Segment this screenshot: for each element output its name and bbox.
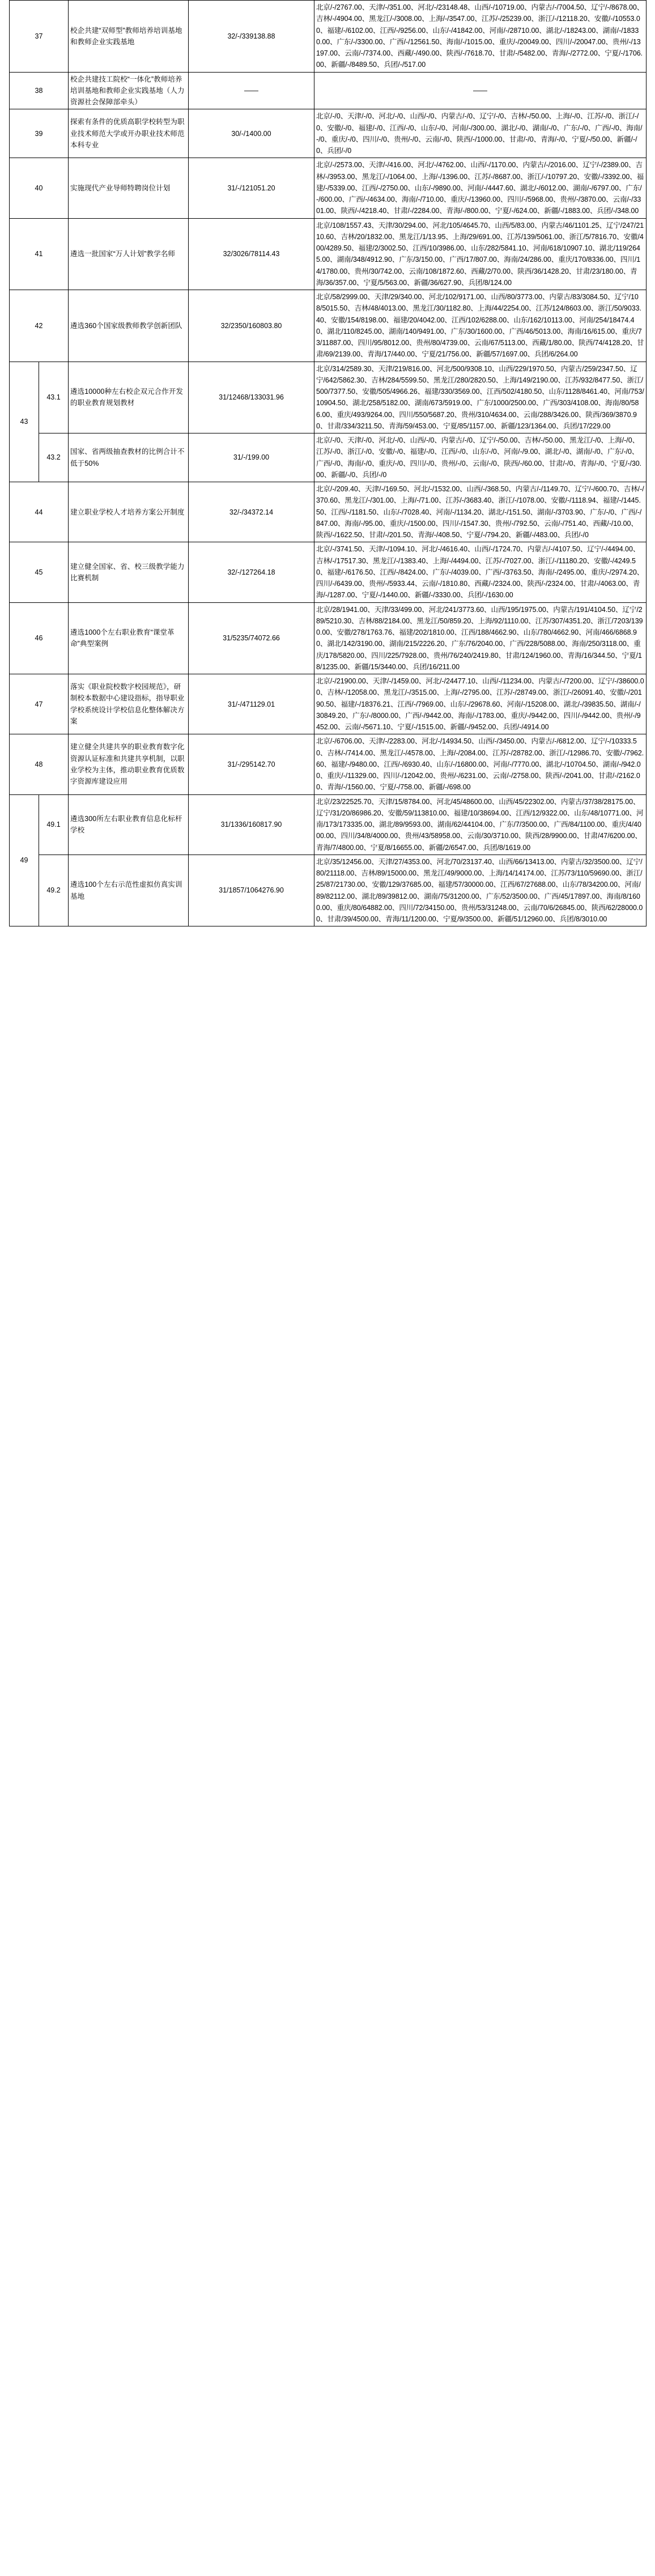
table-row (10, 542, 647, 602)
table-sheet (0, 0, 655, 931)
aggregate-value-cell: 31/1857/1064276.90 (189, 855, 314, 926)
row-subnumber-cell: 49.2 (39, 855, 69, 926)
province-detail-cell: 北京/-/2767.00、天津/-/351.00、河北/-/23148.48、山西/-/10719.00、内蒙古/-/7004.50、辽宁/-/8678.00、吉林/-/4904.00、黑龙江/-/3008.00、上海/-/3547.00、江苏/-/25239.00、浙江/-/12118.20、安徽/-/10553.00、福建/-/6102.00、江西/-/9256.00、山东/-/41842.00、河南/-/28710.00、湖北/-/18243.00、湖南/-/18330.00、广东/-/3300.00、广西/-/12561.50、海南/-/1015.00、重庆/-/20049.00、四川/-/20047.00、贵州/-/13197.00、云南/-/7374.00、西藏/-/490.00、陕西/-/7618.70、甘肃/-/5482.00、青海/-/2772.00、宁夏/-/1706.00、新疆/-/8489.50、兵团/-/517.00 (314, 1, 647, 73)
aggregate-value-cell: 32/3026/78114.43 (189, 218, 314, 290)
row-number-cell: 46 (10, 602, 69, 674)
task-name-cell: 探索有条件的优质高职学校转型为职业技术师范大学或开办职业技术师范本科专业 (69, 109, 189, 158)
province-detail-cell: 北京/35/12456.00、天津/27/4353.00、河北/70/23137.40、山西/66/13413.00、内蒙古/32/3500.00、辽宁/80/21118.00、吉林/89/15000.00、黑龙江/49/9000.00、上海/14/14174.00、江苏/73/110/59690.00、浙江/25/87/21730.00、安徽/129/37685.00、福建/57/30000.00、江西/67/27688.00、山东/78/34200.00、河南/89/82112.00、湖北/89/39812.00、湖南/75/31200.00、广东/52/3500.00、广西/45/17897.00、海南/8/1600.00、重庆/80/64882.00、四川/72/34150.00、贵州/53/31248.00、云南/70/6/26845.00、陕西/62/28000.00、甘肃/39/4500.00、青海/11/1200.00、宁夏/9/3500.00、新疆/51/12960.00、兵团/8/3010.00 (314, 855, 647, 926)
table-row (10, 674, 647, 734)
task-name-cell: 遴选100个左右示范性虚拟仿真实训基地 (69, 855, 189, 926)
task-name-cell: 遴选一批国家“万人计划”教学名师 (69, 218, 189, 290)
row-number-cell: 47 (10, 674, 69, 734)
province-detail-cell: 北京/-/0、天津/-/0、河北/-/0、山西/-/0、内蒙古/-/0、辽宁/-/50.00、吉林/-/50.00、黑龙江/-/0、上海/-/0、江苏/-/0、浙江/-/0、安徽/-/0、福建/-/0、江西/-/0、山东/-/0、河南/-/9.00、湖北/-/0、湖南/-/0、广东/-/0、广西/-/0、海南/-/0、重庆/-/0、四川/-/0、贵州/-/0、云南/-/0、陕西/-/60.00、甘肃/-/0、青海/-/0、宁夏/-/30.00、新疆/-/0、兵团/-/0 (314, 433, 647, 482)
province-detail-cell: 北京/-/21900.00、天津/-/1459.00、河北/-/24477.10、山西/-/11234.00、内蒙古/-/7200.00、辽宁/-/38600.00、吉林/-/12058.00、黑龙江/-/3515.00、上海/-/2795.00、江苏/-/28749.00、浙江/-/26091.40、安徽/-/20190.50、福建/-/18376.21、江西/-/7969.00、山东/-/29678.60、河南/-/15208.00、湖北/-/39835.50、湖南/-/30849.20、广东/-/8000.00、广西/-/9442.00、海南/-/1783.00、重庆/-/9442.00、四川/-/9442.00、贵州/-/9452.00、云南/-/5671.10、宁夏/-/1515.00、新疆/-/9452.00、兵团/-/4914.00 (314, 674, 647, 734)
aggregate-value-cell: 31/-/121051.20 (189, 158, 314, 218)
table-row (10, 290, 647, 362)
aggregate-value-cell: 32/-/127264.18 (189, 542, 314, 602)
task-name-cell: 遴选300所左右职业教育信息化标杆学校 (69, 794, 189, 855)
province-detail-cell: —— (314, 72, 647, 109)
aggregate-value-cell: 32/2350/160803.80 (189, 290, 314, 362)
table-row (10, 794, 647, 855)
table-row (10, 109, 647, 158)
row-number-cell: 44 (10, 482, 69, 542)
aggregate-value-cell: 30/-/1400.00 (189, 109, 314, 158)
table-row (10, 433, 647, 482)
aggregate-value-cell: —— (189, 72, 314, 109)
table-row (10, 158, 647, 218)
task-name-cell: 国家、省两级抽查教材的比例合计不低于50% (69, 433, 189, 482)
table-row (10, 482, 647, 542)
aggregate-value-cell: 31/-/295142.70 (189, 734, 314, 794)
row-number-cell: 45 (10, 542, 69, 602)
table-row (10, 1, 647, 73)
row-number-cell: 48 (10, 734, 69, 794)
table-row (10, 362, 647, 433)
row-number-cell: 41 (10, 218, 69, 290)
province-detail-cell: 北京/58/2999.00、天津/29/340.00、河北/102/9171.00、山西/80/3773.00、内蒙古/83/3084.50、辽宁/108/5015.50、吉林/48/4013.00、黑龙江/30/1182.80、上海/44/2254.00、江苏/124/8603.00、浙江/50/9033.40、安徽/154/8198.00、福建/20/4042.00、江西/102/6288.00、山东/162/10113.00、河南/254/18474.40、湖北/110/8245.00、湖南/140/9491.00、广东/30/1600.00、广西/46/5013.00、海南/16/615.00、重庆/73/11887.00、四川/95/8012.00、贵州/80/4739.00、云南/67/5113.00、西藏/1/80.00、陕西/74/4128.20、甘肃/69/2139.00、青海/17/440.00、宁夏/21/756.00、新疆/57/1697.00、兵团/6/264.00 (314, 290, 647, 362)
task-name-cell: 遴选360个国家级教师教学创新团队 (69, 290, 189, 362)
row-number-cell: 39 (10, 109, 69, 158)
row-number-cell: 38 (10, 72, 69, 109)
row-number-cell: 40 (10, 158, 69, 218)
province-detail-cell: 北京/314/2589.30、天津/219/816.00、河北/500/9308.10、山西/229/1970.50、内蒙古/259/2347.50、辽宁/642/5862.30、吉林/284/5599.50、黑龙江/280/2820.50、上海/149/2190.00、江苏/932/8477.50、浙江/500/7377.50、安徽/505/4966.26、福建/330/3569.00、江西/502/4180.50、山东/1128/8461.40、河南/753/10904.50、湖北/258/5182.00、湖南/673/5919.00、广东/1000/2500.00、广西/303/4108.00、海南/80/586.00、重庆/493/9264.00、四川/550/5687.20、贵州/310/4634.00、云南/288/3426.00、陕西/369/3870.90、甘肃/334/3211.50、青海/59/453.00、宁夏/85/1157.00、新疆/123/1364.00、兵团/17/229.00 (314, 362, 647, 433)
row-number-cell: 49 (10, 794, 39, 926)
province-detail-cell: 北京/-/2573.00、天津/-/416.00、河北/-/4762.00、山西/-/1170.00、内蒙古/-/2016.00、辽宁/-/2389.00、吉林/-/3953.00、黑龙江/-/1064.00、上海/-/1396.00、江苏/-/8687.00、浙江/-/10797.20、安徽/-/3392.00、福建/-/5339.00、江西/-/2750.00、山东/-/9890.00、河南/-/4447.60、湖北/-/6012.00、湖南/-/6797.00、广东/-/600.00、广西/-/4634.00、海南/-/710.00、重庆/-/13960.00、四川/-/5968.00、贵州/-/3870.00、云南/-/3301.00、陕西/-/4218.40、甘肃/-/2284.00、青海/-/800.00、宁夏/-/624.00、新疆/-/1883.00、兵团/-/348.00 (314, 158, 647, 218)
task-name-cell: 建立职业学校人才培养方案公开制度 (69, 482, 189, 542)
aggregate-value-cell: 31/5235/74072.66 (189, 602, 314, 674)
table-body (10, 1, 647, 926)
task-name-cell: 遴选1000个左右职业教育“课堂革命”典型案例 (69, 602, 189, 674)
row-subnumber-cell: 43.2 (39, 433, 69, 482)
row-number-cell: 42 (10, 290, 69, 362)
task-name-cell: 校企共建“双师型”教师培养培训基地和教师企业实践基地 (69, 1, 189, 73)
province-detail-cell: 北京/-/6706.00、天津/-/2283.00、河北/-/14934.50、山西/-/3450.00、内蒙古/-/6812.00、辽宁/-/10333.50、吉林/-/7414.00、黑龙江/-/4578.00、上海/-/2084.00、江苏/-/28782.00、浙江/-/12986.70、安徽/-/7962.60、福建/-/9480.00、江西/-/6930.40、山东/-/16800.00、河南/-/7770.00、湖北/-/10704.50、湖南/-/942.00、重庆/-/11329.00、四川/-/12042.00、贵州/-/6231.00、云南/-/2758.00、陕西/-/2041.00、甘肃/-/2162.00、青海/-/1560.00、宁夏/-/758.00、新疆/-/698.00 (314, 734, 647, 794)
task-name-cell: 校企共建技工院校“一体化”教师培养培训基地和教师企业实践基地（人力资源社会保障部牵头） (69, 72, 189, 109)
aggregate-value-cell: 32/-/34372.14 (189, 482, 314, 542)
row-number-cell: 37 (10, 1, 69, 73)
task-name-cell: 遴选10000种左右校企双元合作开发的职业教育规划教材 (69, 362, 189, 433)
aggregate-value-cell: 31/12468/133031.96 (189, 362, 314, 433)
row-subnumber-cell: 49.1 (39, 794, 69, 855)
province-detail-cell: 北京/-/0、天津/-/0、河北/-/0、山西/-/0、内蒙古/-/0、辽宁/-/0、吉林/-/50.00、上海/-/0、江苏/-/0、浙江/-/0、安徽/-/0、福建/-/0、江西/-/0、山东/-/0、河南/-/300.00、湖北/-/0、湖南/-/0、广东/-/0、广西/-/0、海南/-/0、重庆/-/0、四川/-/0、贵州/-/0、云南/-/0、陕西/-/1000.00、甘肃/-/0、青海/-/0、宁夏/-/50.00、新疆/-/0、兵团/-/0 (314, 109, 647, 158)
row-number-cell: 43 (10, 362, 39, 482)
aggregate-value-cell: 32/-/339138.88 (189, 1, 314, 73)
task-name-cell: 落实《职业院校数字校园规范》，研制校本数据中心建设指标，指导职业学校系统设计学校信息化整体解决方案 (69, 674, 189, 734)
aggregate-value-cell: 31/-/471129.01 (189, 674, 314, 734)
task-name-cell: 建立健全共建共享的职业教育数字化资源认证标准和共建共享机制，以职业学校为主体，推动职业教育优质数字资源库建设应用 (69, 734, 189, 794)
province-detail-cell: 北京/23/22525.70、天津/15/8784.00、河北/45/48600.00、山西/45/22302.00、内蒙古/37/38/28175.00、辽宁/31/20/86986.20、安徽/59/113810.00、福建/10/38694.00、江西/12/9322.00、山东/48/10771.00、河南/173/173335.00、湖北/89/9593.00、湖南/62/44104.00、广东/7/3500.00、广西/84/1100.00、重庆/4/4000.00、四川/34/8/4000.00、贵州/43/58958.00、云南/30/3710.00、陕西/28/9900.00、甘肃/47/6200.00、青海/7/4800.00、宁夏/8/16655.00、新疆/2/6547.00、兵团/8/1619.00 (314, 794, 647, 855)
table-row (10, 602, 647, 674)
table-row (10, 734, 647, 794)
aggregate-value-cell: 31/1336/160817.90 (189, 794, 314, 855)
province-detail-cell: 北京/-/209.40、天津/-/169.50、河北/-/1532.00、山西/-/368.50、内蒙古/-/1149.70、辽宁/-/600.70、吉林/-/370.60、黑龙江/-/301.00、上海/-/71.00、江苏/-/3683.40、浙江/-/1078.00、安徽/-/1118.94、福建/-/1445.50、江西/-/1181.50、山东/-/7028.40、河南/-/1134.20、湖北/-/151.50、湖南/-/3703.90、广东/-/0、广西/-/847.00、海南/-/95.00、重庆/-/1500.00、四川/-/1547.30、贵州/-/792.50、云南/-/751.40、西藏/-/10.00、陕西/-/1622.50、甘肃/-/201.50、青海/-/408.50、宁夏/-/794.20、新疆/-/483.00、兵团/-/0 (314, 482, 647, 542)
province-detail-cell: 北京/28/1941.00、天津/33/499.00、河北/241/3773.60、山西/195/1975.00、内蒙古/191/4104.50、辽宁/289/5210.30、吉林/88/2184.00、黑龙江/50/859.20、上海/92/1110.00、江苏/307/4351.20、浙江/7203/1390.00、安徽/278/1763.76、福建/202/1810.00、江西/188/4662.90、山东/780/4662.90、河南/466/6868.90、湖北/142/3190.00、湖南/215/2226.20、广东/76/2040.00、广西/228/5088.00、海南/250/3118.00、重庆/178/5820.00、四川/225/7928.00、贵州/76/240/2419.80、甘肃/124/1960.00、青海/16/344.50、宁夏/18/1235.00、新疆/15/3440.00、兵团/16/211.00 (314, 602, 647, 674)
task-name-cell: 建立健全国家、省、校三级教学能力比赛机制 (69, 542, 189, 602)
aggregate-value-cell: 31/-/199.00 (189, 433, 314, 482)
table-row (10, 218, 647, 290)
table-row (10, 72, 647, 109)
province-detail-cell: 北京/-/3741.50、天津/-/1094.10、河北/-/4616.40、山西/-/1724.70、内蒙古/-/4107.50、辽宁/-/4494.00、吉林/-/17517.30、黑龙江/-/1383.40、上海/-/4494.00、江苏/-/7027.00、浙江/-/11180.20、安徽/-/4249.50、福建/-/6176.50、江西/-/8424.00、广东/-/4039.00、广西/-/3763.50、海南/-/2495.00、重庆/-/2974.20、四川/-/6439.00、贵州/-/5933.44、云南/-/1810.80、西藏/-/2324.00、陕西/-/2324.00、甘肃/-/4063.00、青海/-/1287.00、宁夏/-/1440.00、新疆/-/3330.00、兵团/-/1630.00 (314, 542, 647, 602)
task-progress-table (9, 0, 647, 926)
table-row (10, 855, 647, 926)
province-detail-cell: 北京/108/1557.43、天津/30/294.00、河北/105/4645.70、山西/5/83.00、内蒙古/46/1101.25、辽宁/247/2110.60、吉林/20/1832.00、黑龙江/1/13.95、上海/29/691.00、江苏/139/5061.00、浙江/5/7816.70、安徽/400/4289.50、福建/2/3002.50、江西/10/3986.00、山东/282/5841.10、河南/618/10907.10、湖北/119/2645.00、湖南/348/4912.90、广东/3/150.00、广西/17/807.00、海南/24/286.00、重庆/170/8336.00、四川/14/1780.00、贵州/30/742.00、云南/108/1872.60、西藏/2/70.00、陕西/36/1428.20、甘肃/23/180.00、青海/36/357.00、宁夏/5/563.00、新疆/36/627.90、兵团/8/124.00 (314, 218, 647, 290)
task-name-cell: 实施现代产业导师特聘岗位计划 (69, 158, 189, 218)
row-subnumber-cell: 43.1 (39, 362, 69, 433)
